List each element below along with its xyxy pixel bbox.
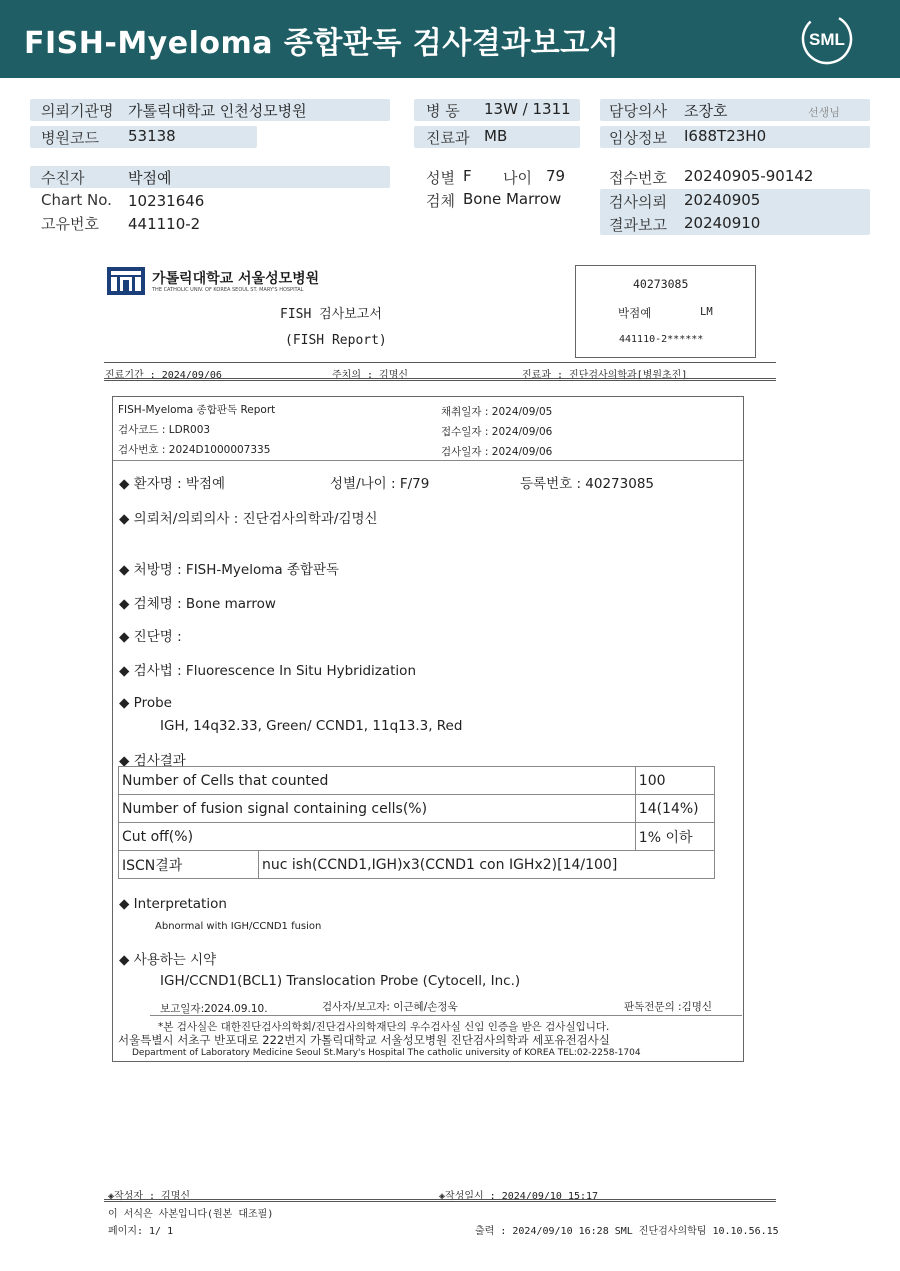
patient-value: 박점예 <box>128 169 172 187</box>
prescription-line: ◆ 처방명 : FISH-Myeloma 종합판독 <box>119 562 340 578</box>
table-row <box>119 823 715 851</box>
certification-note: *본 검사실은 대한진단검사의학회/진단검사의학재단의 우수검사실 신임 인증을 받은 검사실입니다. <box>158 1021 610 1033</box>
result-value: 1% 이하 <box>635 823 714 851</box>
reagent-detail: IGH/CCND1(BCL1) Translocation Probe (Cytocell, Inc.) <box>160 973 521 989</box>
specimen-value: Bone Marrow <box>463 190 562 208</box>
department-value: MB <box>484 127 508 145</box>
iscn-value: nuc ish(CCND1,IGH)x3(CCND1 con IGHx2)[14/100] <box>259 851 715 879</box>
age-label: 나이 <box>503 169 532 187</box>
label-reg-no: 40273085 <box>633 277 689 291</box>
treatment-period: 진료기간 : 2024/09/06 <box>105 370 222 381</box>
report-date-value: 20240910 <box>684 214 761 232</box>
document-title-en: (FISH Report) <box>285 333 387 348</box>
interpretation-text: Abnormal with IGH/CCND1 fusion <box>155 921 322 932</box>
sex-label: 성별 <box>426 169 455 187</box>
svg-text:SML: SML <box>809 30 845 49</box>
hospital-code-label: 병원코드 <box>41 129 99 147</box>
ward-label: 병 동 <box>426 102 460 120</box>
page-number: 페이지: 1/ 1 <box>108 1226 174 1237</box>
collect-date: 채취일자 : 2024/09/05 <box>441 406 553 418</box>
clinical-info-label: 임상정보 <box>609 129 667 147</box>
patient-label: 수진자 <box>41 169 85 187</box>
receipt-date: 접수일자 : 2024/09/06 <box>441 426 553 438</box>
ward-value: 13W / 1311 <box>484 100 571 118</box>
iscn-label: ISCN결과 <box>119 851 259 879</box>
receipt-no-label: 접수번호 <box>609 169 667 187</box>
hospital-code-value: 53138 <box>128 127 176 145</box>
report-title: FISH-Myeloma 종합판독 검사결과보고서 <box>24 26 620 61</box>
probe-detail: IGH, 14q32.33, Green/ CCND1, 11q13.3, Red <box>160 718 463 734</box>
header-banner <box>0 0 900 78</box>
specialist-line: 판독전문의 :김명신 <box>624 1001 713 1013</box>
request-date-label: 검사의뢰 <box>609 193 667 211</box>
receipt-no-value: 20240905-90142 <box>684 167 814 185</box>
doctor-suffix: 선생님 <box>808 106 840 119</box>
treatment-dept: 진료과 : 진단검사의학과[병원초진] <box>522 370 688 381</box>
age-value: 79 <box>546 167 566 185</box>
result-label: Number of fusion signal containing cells(%) <box>119 795 636 823</box>
copy-note: 이 서식은 사본입니다(원본 대조필) <box>108 1209 274 1220</box>
hospital-name: 가톨릭대학교 서울성모병원 <box>152 271 320 287</box>
lab-address: 서울특별시 서초구 반포대로 222번지 가톨릭대학교 서울성모병원 진단검사의학과 세포유전검사실 <box>118 1033 610 1047</box>
tester-line: 검사자/보고자: 이근혜/손정욱 <box>322 1001 458 1013</box>
unique-no-value: 441110-2 <box>128 215 201 233</box>
report-date-label: 결과보고 <box>609 216 667 234</box>
hospital-emblem-icon <box>106 266 146 296</box>
unique-no-label: 고유번호 <box>41 215 99 233</box>
specimen-label: 검체 <box>426 192 455 210</box>
department-label: 진료과 <box>426 129 470 147</box>
document-title-ko: FISH 검사보고서 <box>280 307 382 322</box>
result-table <box>118 766 715 879</box>
report-date-line: 보고일자:2024.09.10. <box>160 1003 268 1015</box>
report-name: FISH-Myeloma 종합판독 Report <box>118 404 276 416</box>
diagnosis-line: ◆ 진단명 : <box>119 629 182 645</box>
test-date: 검사일자 : 2024/09/06 <box>441 446 553 458</box>
label-code: LM <box>700 306 713 318</box>
chart-no-label: Chart No. <box>41 191 112 209</box>
attending-physician: 주치의 : 김명신 <box>332 370 409 381</box>
table-row <box>119 851 715 879</box>
print-info: 출력 : 2024/09/10 16:28 SML 진단검사의학팀 10.10.56.15 <box>475 1226 779 1237</box>
reg-no-line: 등록번호 : 40273085 <box>520 476 655 492</box>
specimen-line: ◆ 검체명 : Bone marrow <box>119 596 276 612</box>
result-value: 100 <box>635 767 714 795</box>
label-id: 441110-2****** <box>619 334 704 345</box>
sml-logo-icon <box>800 12 854 66</box>
test-number: 검사번호 : 2024D1000007335 <box>118 444 271 456</box>
institution-label: 의뢰기관명 <box>41 102 114 120</box>
table-row <box>119 795 715 823</box>
label-name: 박점예 <box>618 306 652 320</box>
institution-value: 가톨릭대학교 인천성모병원 <box>128 102 307 120</box>
probe-heading: ◆ Probe <box>119 695 172 711</box>
table-row <box>119 767 715 795</box>
chart-no-value: 10231646 <box>128 192 205 210</box>
test-code: 검사코드 : LDR003 <box>118 424 211 436</box>
result-heading: ◆ 검사결과 <box>119 753 186 769</box>
doctor-value: 조장호 <box>684 102 728 120</box>
result-value: 14(14%) <box>635 795 714 823</box>
interpretation-heading: ◆ Interpretation <box>119 896 227 912</box>
request-date-value: 20240905 <box>684 191 761 209</box>
patient-name-line: ◆ 환자명 : 박점예 <box>119 476 226 492</box>
result-label: Cut off(%) <box>119 823 636 851</box>
doctor-label: 담당의사 <box>609 102 667 120</box>
clinical-info-value: I688T23H0 <box>684 127 767 145</box>
lab-address-en: Department of Laboratory Medicine Seoul St.Mary's Hospital The catholic university of KOREA TEL:02-2258-1704 <box>132 1048 641 1058</box>
method-line: ◆ 검사법 : Fluorescence In Situ Hybridization <box>119 663 416 679</box>
sex-age-line: 성별/나이 : F/79 <box>330 476 430 492</box>
reagent-heading: ◆ 사용하는 시약 <box>119 952 217 968</box>
result-label: Number of Cells that counted <box>119 767 636 795</box>
author-line: ◈작성자 : 김명신 <box>108 1191 191 1202</box>
hospital-subname: THE CATHOLIC UNIV. OF KOREA SEOUL ST. MARY'S HOSPITAL <box>152 287 304 293</box>
referral-line: ◆ 의뢰처/의뢰의사 : 진단검사의학과/김명신 <box>119 511 378 527</box>
sex-value: F <box>463 167 472 185</box>
written-date-line: ◈작성일시 : 2024/09/10 15:17 <box>439 1191 599 1202</box>
